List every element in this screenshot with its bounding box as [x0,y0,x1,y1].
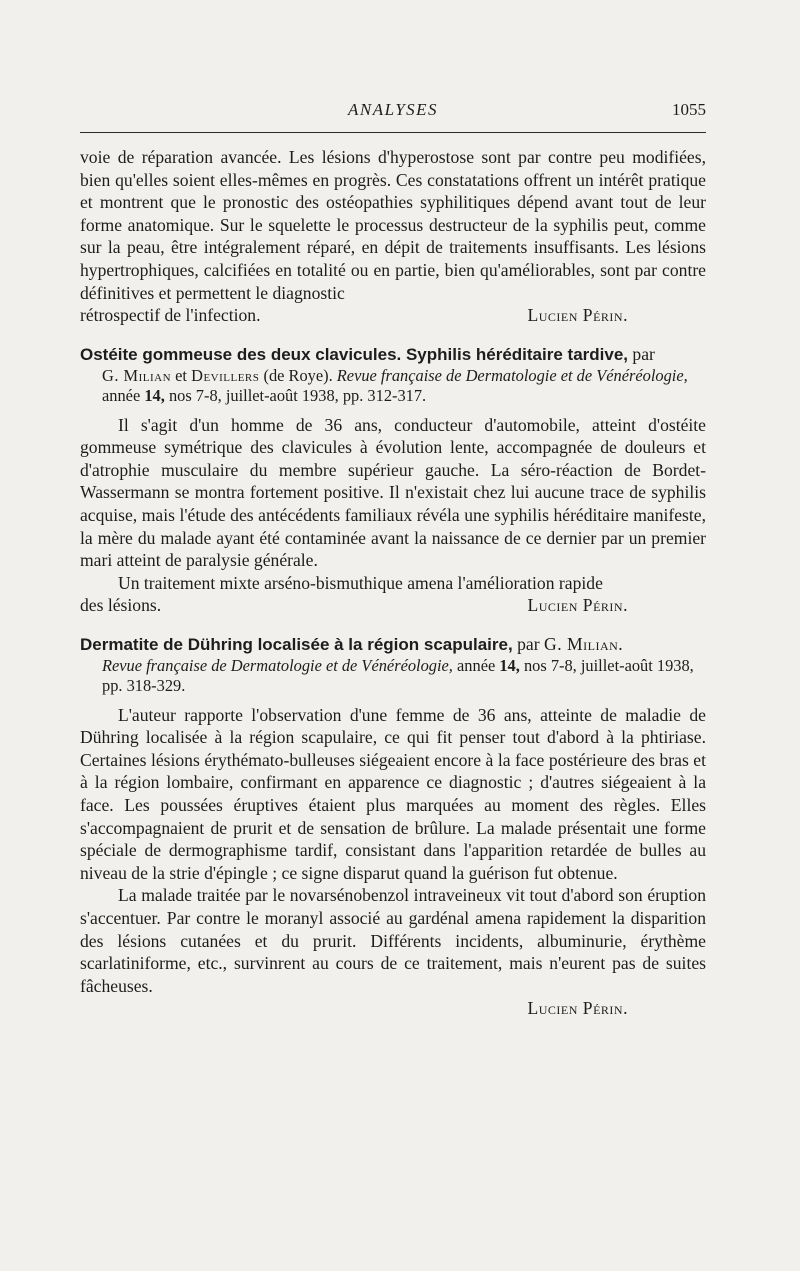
signature-row [80,594,706,617]
article-author: G. Milian [102,366,172,386]
running-title: ANALYSES [347,100,439,119]
article-title-by: par [632,343,655,364]
article-author-and: et [175,366,187,386]
article-heading [80,343,706,406]
signature-row [80,997,706,1020]
article-title: Ostéite gommeuse des deux clavicules. Syphilis héréditaire tardive, [80,344,629,364]
article-author: G. Milian. [543,633,624,654]
article-heading [80,633,706,696]
article-title-by: par [517,633,540,654]
article-author-place: (de Roye). [263,366,333,386]
page-number: 1055 [672,100,706,119]
year-label: année [457,656,496,676]
article-paragraph: Un traitement mixte arséno-bismuthique amena l'amélioration rapide [118,572,603,593]
article-paragraph: La malade traitée par le novarsénobenzol intraveineux vit tout d'abord son éruption s'accentuer. Par contre le moranyl associé au gardénal amena rapidement la disparition des lésions cutanées et du prurit. Différents incidents, albuminurie, érythème scarlatiniforme, etc., survinrent au cours de ce traitement, mais n'eurent pas de suites fâcheuses. [80,885,706,996]
paragraph-last-line: rétrospectif de l'infection. [80,305,261,326]
journal-issue: nos 7-8, juillet-août 1938, pp. 312-317. [168,385,427,405]
paragraph-last-line: des lésions. [80,595,162,616]
journal-volume: 14, [144,385,165,405]
journal-name: Revue française de Dermatologie et de Vénéréologie, [102,656,453,676]
author-signature: Lucien Périn. [527,305,628,326]
author-signature: Lucien Périn. [527,595,628,616]
continuation-paragraph: voie de réparation avancée. Les lésions d'hyperostose sont par contre peu modifiées, bien qu'elles soient elles-mêmes en progrès. Ces constatations offrent un intérêt pratique et montrent que le pronostic des ostéopathies syphilitiques dépend avant tout de leur forme anatomique. Sur le squelette le processus destructeur de la syphilis peut, comme sur la peau, être intégralement réparé, en dépit de traitements insuffisants. Les lésions hypertrophiques, calcifiées en totalité ou en partie, bien qu'améliorables, sont par contre définitives et permettent le diagnostic [80,147,706,303]
year-label: année [102,385,141,405]
article-paragraph: L'auteur rapporte l'observation d'une femme de 36 ans, atteinte de maladie de Dühring localisée à la région scapulaire, ce qui fit penser tout d'abord à la phtiriase. Certaines lésions érythémato-bulleuses siégeaient encore à la face postérieure des bras et à la région lombaire, confirmant en apparence ce diagnostic ; d'autres siégeaient à la face. Les poussées éruptives étaient plus marquées au moment des règles. Elles s'accompagnaient de prurit et de sensation de brûlure. La malade présentait une forme spéciale de dermographisme tardif, consistant dans l'apparition retardée de bulles au niveau de la strie d'épingle ; ce signe disparut quand la guérison fut obtenue. [80,704,706,883]
journal-volume: 14, [499,656,520,676]
author-signature: Lucien Périn. [527,998,628,1019]
header-rule [80,132,706,133]
article-title: Dermatite de Dühring localisée à la région scapulaire, [80,634,513,654]
journal-name: Revue française de Dermatologie et de Vénéréologie, [336,366,688,386]
article-paragraph: Il s'agit d'un homme de 36 ans, conducteur d'automobile, atteint d'ostéite gommeuse symétrique des clavicules à évolution lente, accompagnée de douleurs et d'atrophie musculaire du membre supérieur gauche. La séro-réaction de Bordet-Wassermann se montra fortement positive. Il n'existait chez lui aucune trace de syphilis acquise, mais l'étude des antécédents familiaux révéla une syphilis héréditaire manifeste, la mère du malade ayant été contaminée avant la naissance de ce dernier par un premier mari atteint de paralysie générale. [80,414,706,571]
page-header [80,100,706,128]
signature-row [80,304,706,327]
page-body [80,146,706,1020]
journal-issue: nos 7-8, juillet-août 1938, pp. 318-329. [102,656,694,696]
article-author: Devillers [191,366,260,386]
